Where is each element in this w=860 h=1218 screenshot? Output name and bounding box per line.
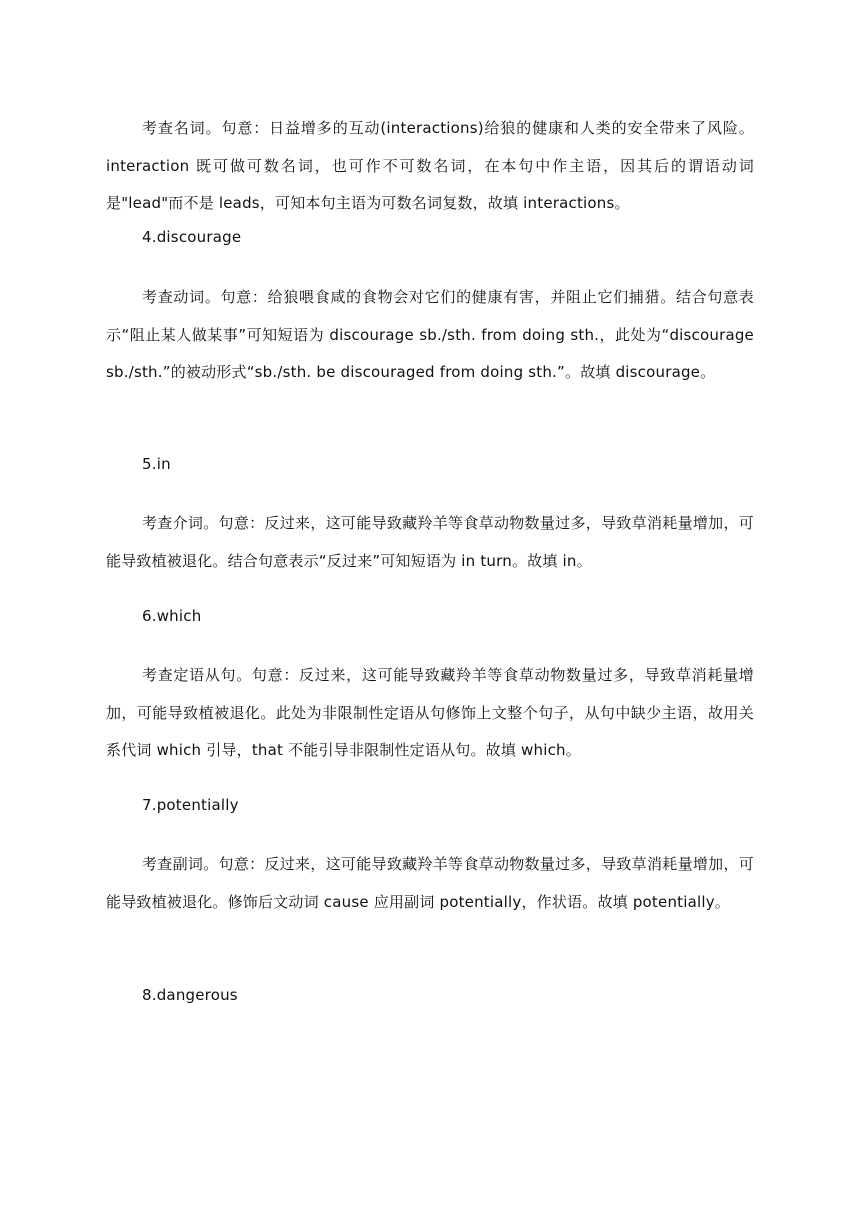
explanation-paragraph: 考查介词。句意：反过来，这可能导致藏羚羊等食草动物数量过多，导致草消耗量增加，可能导致植被退化。结合句意表示“反过来”可知短语为 in turn。故填 in。 [106,514,754,570]
answer-item: 6.which [142,607,202,625]
explanation-paragraph: 考查动词。句意：给狼喂食咸的食物会对它们的健康有害，并阻止它们捕猎。结合句意表示“阻止某人做某事”可知短语为 discourage sb./sth. from doing sth.，此处为“discourage sb./sth.”的被动形式“sb./sth. be discouraged from doing sth.”。故填 discourage。 [106,288,754,381]
explanation-paragraph: 考查名词。句意：日益增多的互动(interactions)给狼的健康和人类的安全带来了风险。interaction 既可做可数名词，也可作不可数名词，在本句中作主语，因其后的谓语动词是"lead"而不是 leads，可知本句主语为可数名词复数，故填 interactions。 [106,119,754,212]
explanation-paragraph: 考查副词。句意：反过来，这可能导致藏羚羊等食草动物数量过多，导致草消耗量增加，可能导致植被退化。修饰后文动词 cause 应用副词 potentially，作状语。故填 potentially。 [106,855,754,911]
explanation-paragraph: 考查定语从句。句意：反过来，这可能导致藏羚羊等食草动物数量过多，导致草消耗量增加，可能导致植被退化。此处为非限制性定语从句修饰上文整个句子，从句中缺少主语，故用关系代词 which 引导，that 不能引导非限制性定语从句。故填 which。 [106,666,754,759]
answer-item: 7.potentially [142,796,239,814]
answer-item: 4.discourage [142,228,242,246]
answer-item: 8.dangerous [142,986,238,1004]
answer-item: 5.in [142,455,171,473]
